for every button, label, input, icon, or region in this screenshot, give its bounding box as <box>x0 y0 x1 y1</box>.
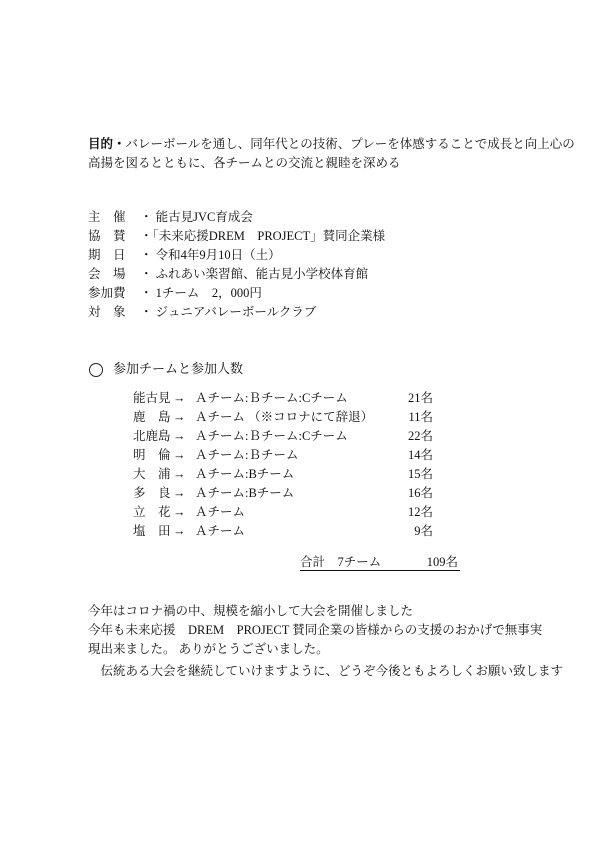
arrow: → <box>173 448 186 462</box>
team-list: Ａチーム:Bチーム <box>195 486 295 500</box>
team-name: 明 倫 <box>133 448 171 462</box>
team-name: 能古見 <box>133 391 171 405</box>
team-count: 11名 <box>404 409 433 425</box>
team-list: Ａチーム:Bチーム <box>195 467 295 481</box>
team-name: 北鹿島 <box>133 429 171 443</box>
team-count: 21名 <box>404 390 433 406</box>
team-list: Ａチーム <box>195 524 246 538</box>
volleyball-icon <box>89 363 103 377</box>
info-sponsor <box>88 228 385 244</box>
total-teams: 7チーム <box>337 555 382 569</box>
info-key: 対 象 <box>88 305 126 319</box>
section-title: 参加チームと参加人数 <box>113 361 244 376</box>
info-key: 期 日 <box>88 248 126 262</box>
total-people: 109名 <box>426 555 458 569</box>
team-list: Ａチーム:Ｂチーム:Cチーム <box>195 391 348 405</box>
info-target <box>88 304 316 320</box>
closing-line: 伝統ある大会を継続していけますように、どうぞ今後ともよろしくお願い致します <box>88 664 564 678</box>
team-name: 大 浦 <box>133 467 171 481</box>
arrow: → <box>173 486 186 500</box>
team-list: Ａチーム:Ｂチーム <box>195 448 299 462</box>
team-row <box>133 409 433 425</box>
team-name: 鹿 島 <box>133 410 171 424</box>
arrow: → <box>173 505 186 519</box>
team-list: Ａチーム <box>195 505 246 519</box>
info-organizer <box>88 209 253 225</box>
closing-line: 現出来ました。 ありがとうございました。 <box>88 642 329 656</box>
team-count: 14名 <box>404 447 433 463</box>
info-value: ・ ふれあい楽習館、能古見小学校体育館 <box>140 267 369 281</box>
team-name: 塩 田 <box>133 524 171 538</box>
closing-line: 今年はコロナ禍の中、規模を縮小して大会を開催しました <box>88 604 414 618</box>
purpose-line-2: 高揚を図るとともに、各チームとの交流と親睦を深める <box>88 156 401 170</box>
info-value: ・ 令和4年9月10日（土） <box>140 248 281 262</box>
team-row <box>133 447 433 463</box>
info-key: 協 賛 <box>88 229 126 243</box>
arrow: → <box>173 410 186 424</box>
arrow: → <box>173 467 186 481</box>
info-date <box>88 247 281 263</box>
info-value: ・ 能古見JVC育成会 <box>140 210 253 224</box>
arrow: → <box>173 391 186 405</box>
info-fee <box>88 285 262 301</box>
total-line <box>300 554 460 571</box>
purpose-label: 目的・ <box>88 137 126 151</box>
team-count: 12名 <box>404 504 433 520</box>
team-name: 多 良 <box>133 486 171 500</box>
info-key: 主 催 <box>88 210 126 224</box>
team-row <box>133 523 433 539</box>
team-row <box>133 428 433 444</box>
team-list: Ａチーム （※コロナにて辞退） <box>195 410 374 424</box>
team-count: 16名 <box>404 485 433 501</box>
total-label: 合計 <box>300 555 326 569</box>
info-key: 会 場 <box>88 267 126 281</box>
team-count: 22名 <box>404 428 433 444</box>
purpose-text: バレーボールを通し、同年代との技術、プレーを体感することで成長と向上心の <box>125 137 575 151</box>
info-value: ・ 1チーム 2，000円 <box>140 286 262 300</box>
team-name: 立 花 <box>133 505 171 519</box>
arrow: → <box>173 524 186 538</box>
team-row <box>133 466 433 482</box>
info-venue <box>88 266 368 282</box>
info-value: ・「未来応援DREM PROJECT」賛同企業様 <box>140 229 386 243</box>
closing-line: 今年も未来応援 DREM PROJECT 賛同企業の皆様からの支援のおかげで無事実 <box>88 623 543 637</box>
team-count: 9名 <box>410 523 433 539</box>
team-row <box>133 390 433 406</box>
arrow: → <box>173 429 186 443</box>
team-row <box>133 485 433 501</box>
purpose-line-1 <box>88 136 575 152</box>
team-row <box>133 504 433 520</box>
info-value: ・ ジュニアバレーボールクラブ <box>140 305 317 319</box>
info-key: 参加費 <box>88 286 126 300</box>
team-count: 15名 <box>404 466 433 482</box>
team-list: Ａチーム:Ｂチーム:Cチーム <box>195 429 348 443</box>
